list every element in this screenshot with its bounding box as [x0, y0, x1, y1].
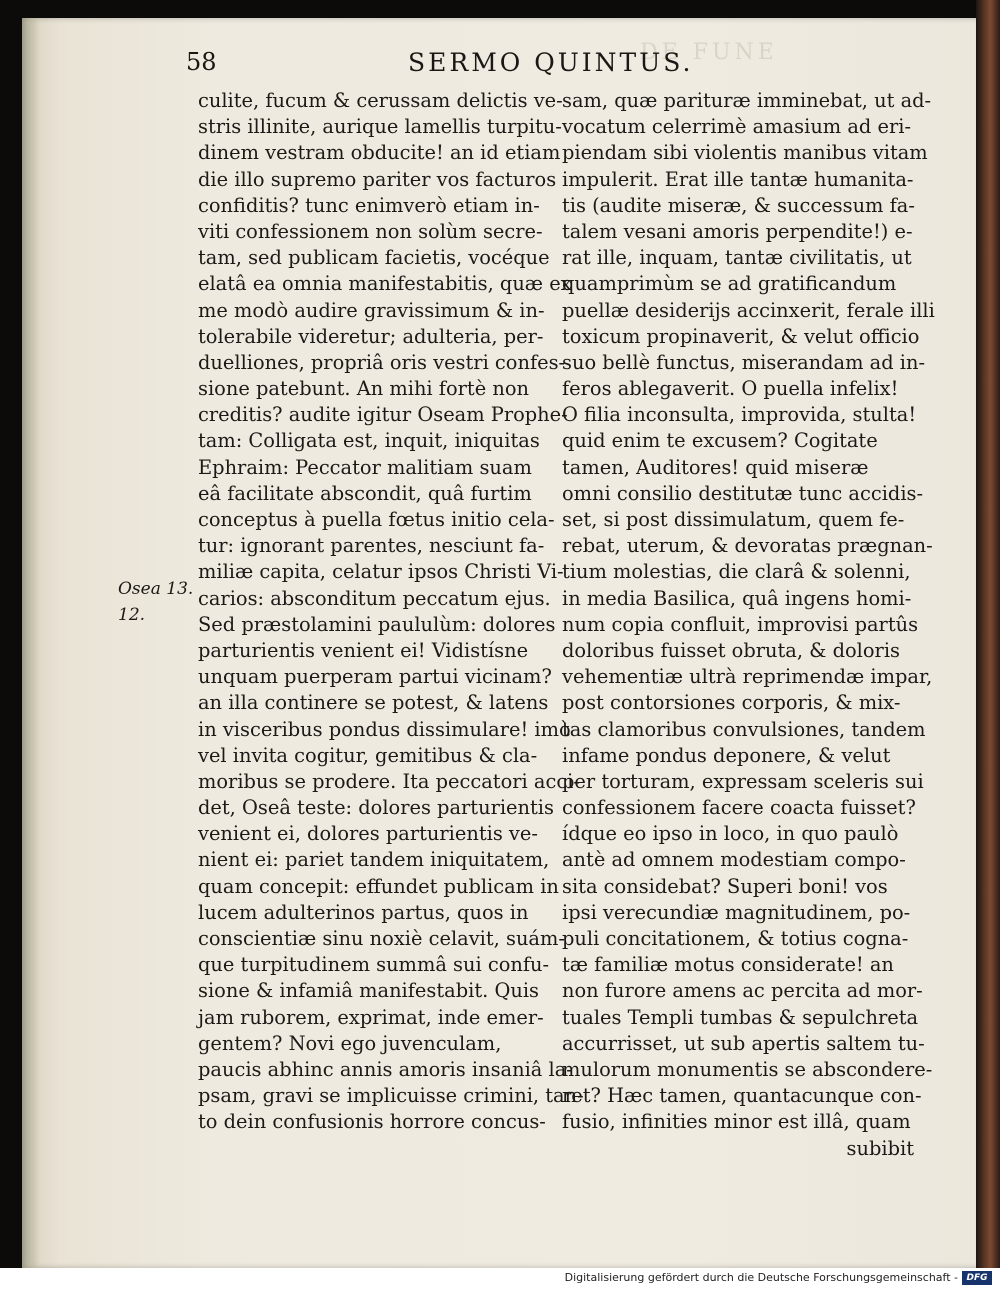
text-line: subibit: [846, 1136, 914, 1160]
text-line: dinem vestram obducite! an id etiam: [198, 141, 561, 165]
text-line: num copia confluit, improvisi partûs: [562, 612, 919, 636]
text-line: tas clamoribus convulsiones, tandem: [562, 717, 926, 741]
text-line: lucem adulterinos partus, quos in: [198, 900, 529, 924]
text-line: feros ablegaverit. O puella infelix!: [562, 377, 899, 401]
text-line: rebat, uterum, & devoratas prægnan-: [562, 534, 933, 558]
text-line: fusio, infinities minor est illâ, quam: [562, 1110, 911, 1134]
text-line: rat ille, inquam, tantæ civilitatis, ut: [562, 246, 912, 270]
text-line: piendam sibi violentis manibus vitam: [562, 141, 928, 165]
text-line: nient ei: pariet tandem iniquitatem,: [198, 848, 550, 872]
text-line: sita considebat? Superi boni! vos: [562, 874, 888, 898]
text-line: Sed præstolamini paululùm: dolores: [198, 612, 556, 636]
credit-text: Digitalisierung gefördert durch die Deutsche Forschungsgemeinschaft -: [564, 1271, 958, 1284]
text-line: tæ familiæ motus considerate! an: [562, 953, 894, 977]
text-line: omni consilio destitutæ tunc accidis-: [562, 481, 924, 505]
text-line: parturientis venient ei! Vidistísne: [198, 638, 529, 662]
text-line: tuales Templi tumbas & sepulchreta: [562, 1005, 919, 1029]
digitization-credit: [0, 1268, 1000, 1289]
text-line: O filia inconsulta, improvida, stulta!: [562, 403, 917, 427]
text-line: carios: absconditum peccatum ejus.: [198, 586, 551, 610]
text-line: confessionem facere coacta fuisset?: [562, 796, 916, 820]
text-line: det, Oseâ teste: dolores parturientis: [198, 796, 554, 820]
text-line: tolerabile videretur; adulteria, per-: [198, 324, 544, 348]
text-line: accurrisset, ut sub apertis saltem tu-: [562, 1031, 925, 1055]
text-line: duelliones, propriâ oris vestri confes-: [198, 350, 566, 374]
text-line: die illo supremo pariter vos facturos: [198, 167, 557, 191]
page-number: 58: [186, 48, 217, 76]
text-line: que turpitudinem summâ sui confu-: [198, 953, 550, 977]
right-text-column: [562, 88, 935, 1162]
text-line: infame pondus deponere, & velut: [562, 743, 891, 767]
text-line: tam: Colligata est, inquit, iniquitas: [198, 429, 540, 453]
text-line: creditis? audite igitur Oseam Prophe-: [198, 403, 568, 427]
text-line: suo bellè functus, miserandam ad in-: [562, 350, 926, 374]
text-line: conceptus à puella fœtus initio cela-: [198, 508, 555, 531]
margin-note-line: Osea 13.: [118, 579, 194, 599]
text-line: confiditis? tunc enimverò etiam in-: [198, 193, 540, 217]
text-line: elatâ ea omnia manifestabitis, quæ ex: [198, 272, 572, 296]
text-line: to dein confusionis horrore concus-: [198, 1110, 546, 1134]
text-line: ret? Hæc tamen, quantacunque con-: [562, 1084, 922, 1108]
text-line: vocatum celerrimè amasium ad eri-: [562, 115, 911, 139]
text-line: conscientiæ sinu noxiè celavit, suám-: [198, 927, 565, 950]
text-line: impulerit. Erat ille tantæ humanita-: [562, 167, 914, 191]
text-line: non furore amens ac percita ad mor-: [562, 979, 923, 1003]
text-line: sione patebunt. An mihi fortè non: [198, 377, 530, 401]
left-text-column: [198, 88, 584, 1136]
text-line: mulorum monumentis se abscondere-: [562, 1057, 933, 1081]
text-line: doloribus fuisset obruta, & doloris: [562, 638, 900, 662]
text-line: per torturam, expressam sceleris sui: [562, 769, 924, 793]
text-line: Ephraim: Peccator malitiam suam: [198, 455, 532, 479]
text-line: vehementiæ ultrà reprimendæ impar,: [562, 665, 933, 689]
margin-note: [118, 576, 193, 628]
margin-note-line: 12.: [118, 605, 146, 626]
text-line: talem vesani amoris perpendite!) e-: [562, 219, 913, 243]
text-line: tium molestias, die clarâ & solenni,: [562, 560, 911, 584]
text-line: antè ad omnem modestiam compo-: [562, 848, 906, 872]
text-line: sam, quæ parituræ imminebat, ut ad-: [562, 89, 932, 112]
text-line: toxicum propinaverit, & velut officio: [562, 324, 920, 348]
text-line: gentem? Novi ego juvenculam,: [198, 1031, 502, 1055]
text-line: set, si post dissimulatum, quem fe-: [562, 508, 905, 531]
text-line: quam concepit: effundet publicam in: [198, 874, 559, 898]
text-line: me modò audire gravissimum & in-: [198, 298, 545, 322]
text-line: moribus se prodere. Ita peccatori acci-: [198, 769, 580, 793]
text-line: in media Basilica, quâ ingens homi-: [562, 586, 912, 610]
text-line: tamen, Auditores! quid miseræ: [562, 455, 869, 479]
running-head-title: SERMO QUINTUS.: [408, 48, 694, 77]
text-line: jam ruborem, exprimat, inde emer-: [198, 1005, 544, 1029]
text-line: post contorsiones corporis, & mix-: [562, 691, 901, 715]
text-line: stris illinite, aurique lamellis turpitu-: [198, 115, 562, 139]
bleed-through-text: DE FUNE: [640, 40, 778, 65]
page-gutter-shadow: [22, 18, 40, 1268]
text-line: ídque eo ipso in loco, in quo paulò: [562, 822, 899, 846]
text-line: an illa continere se potest, & latens: [198, 691, 549, 715]
text-line: culite, fucum & cerussam delictis ve-: [198, 89, 563, 112]
text-line: venient ei, dolores parturientis ve-: [198, 822, 538, 846]
text-line: puellæ desiderijs accinxerit, ferale illi: [562, 298, 935, 322]
text-line: quamprimùm se ad gratificandum: [562, 272, 897, 296]
text-line: eâ facilitate abscondit, quâ furtim: [198, 481, 532, 505]
text-line: psam, gravi se implicuisse crimini, tan-: [198, 1084, 584, 1108]
text-line: tis (audite miseræ, & successum fa-: [562, 193, 915, 217]
text-line: vel invita cogitur, gemitibus & cla-: [198, 743, 538, 767]
dfg-logo: DFG: [962, 1271, 992, 1285]
text-line: in visceribus pondus dissimulare! imò: [198, 717, 571, 741]
text-line: puli concitationem, & totius cogna-: [562, 927, 909, 950]
text-line: quid enim te excusem? Cogitate: [562, 429, 878, 453]
book-cover-edge: [976, 0, 1000, 1268]
text-line: paucis abhinc annis amoris insaniâ la-: [198, 1057, 573, 1081]
text-line: ipsi verecundiæ magnitudinem, po-: [562, 900, 911, 924]
text-line: viti confessionem non solùm secre-: [198, 219, 543, 243]
text-line: tam, sed publicam facietis, vocéque: [198, 246, 550, 270]
text-line: miliæ capita, celatur ipsos Christi Vi-: [198, 560, 564, 584]
text-line: unquam puerperam partui vicinam?: [198, 665, 552, 689]
text-line: sione & infamiâ manifestabit. Quis: [198, 979, 539, 1003]
text-line: tur: ignorant parentes, nesciunt fa-: [198, 534, 545, 558]
